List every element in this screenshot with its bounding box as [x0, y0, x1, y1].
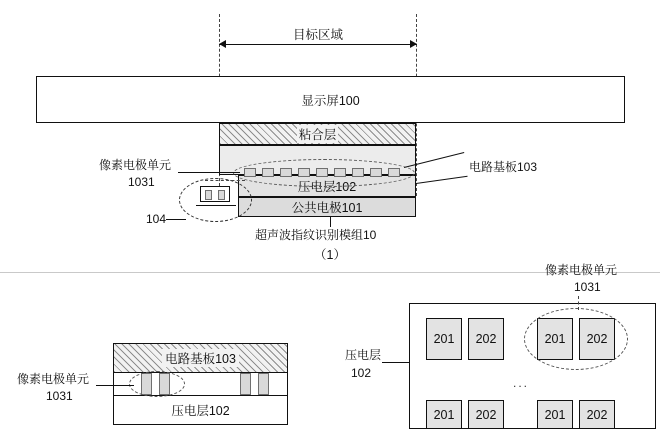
fig3-pixel-electrode-unit-label: 像素电极单元	[545, 263, 618, 277]
electrode-row-highlight-ellipse	[233, 159, 415, 187]
detail-104-electrode	[205, 190, 212, 200]
common-electrode-box	[238, 197, 416, 217]
fig3-cell-label: 202	[475, 332, 497, 346]
fig3-cell-201	[537, 400, 573, 429]
fig3-piezo-layer-leader	[382, 362, 410, 363]
fig2-pixel-electrode-unit-label: 像素电极单元	[17, 372, 90, 386]
fig3-highlight-ellipse	[524, 308, 628, 370]
fig1-pixel-electrode-unit-code: 1031	[128, 175, 155, 189]
fig3-cell-202	[468, 318, 504, 360]
fig1-module-leader-v	[330, 217, 331, 227]
fig3-cell-label: 202	[586, 332, 608, 346]
fig2-circuit-board-label: 电路基板103	[162, 349, 239, 367]
detail-104-electrode	[218, 190, 225, 200]
fig2-piezo-layer-label: 压电层102	[171, 404, 230, 418]
fig2-highlight-ellipse	[129, 371, 185, 397]
fig2-pixel-electrode	[240, 373, 251, 395]
fig3-cell-202	[468, 400, 504, 429]
fig3-cell-label: 201	[544, 407, 566, 422]
fig1-pixel-electrode-leader2	[220, 172, 240, 173]
fig3-cell-label: 201	[544, 332, 566, 346]
fig3-cell-label: 201	[433, 407, 455, 422]
fig1-callout-104-leader	[166, 219, 186, 220]
target-region-arrow-left	[219, 40, 226, 48]
fig2-pixel-electrode-leader	[96, 385, 134, 386]
fig1-circuit-board-leader2	[416, 176, 468, 184]
detail-104-link-upper	[205, 180, 245, 181]
fig2-circuit-board-box	[113, 343, 288, 373]
adhesive-layer-label: 粘合层	[297, 125, 339, 143]
target-region-dimension-line	[219, 44, 417, 45]
fig3-ellipsis: ...	[513, 376, 530, 390]
piezo-layer-label: 压电层102	[297, 180, 357, 194]
fig3-cell-202	[579, 400, 615, 429]
fig1-caption: （1）	[314, 248, 346, 262]
fig3-piezo-layer-label-line2: 102	[351, 366, 372, 380]
fig3-cell-label: 201	[433, 332, 455, 346]
fig1-callout-104-label: 104	[146, 212, 167, 226]
fig2-pixel-electrode	[258, 373, 269, 395]
fig3-cell-201	[426, 318, 462, 360]
fig2-pixel-electrode-unit-code: 1031	[46, 389, 73, 403]
target-region-arrow-right	[410, 40, 417, 48]
target-region-label: 目标区域	[270, 28, 366, 43]
display-panel-label: 显示屏100	[301, 93, 360, 108]
fig1-circuit-board-label: 电路基板103	[469, 160, 538, 174]
detail-104-base-line	[196, 205, 236, 206]
display-panel-box	[36, 76, 625, 123]
adhesive-layer-box	[219, 123, 416, 145]
fig2-piezo-layer-box	[113, 395, 288, 425]
fig3-cell-label: 202	[475, 407, 497, 422]
fig3-cell-label: 202	[586, 407, 608, 422]
fig3-pixel-electrode-leader	[578, 296, 579, 310]
fig1-pixel-electrode-unit-label: 像素电极单元	[99, 158, 172, 172]
fig3-piezo-layer-label-line1: 压电层	[345, 348, 382, 362]
fig3-cell-201	[426, 400, 462, 429]
fig3-pixel-electrode-unit-code: 1031	[574, 280, 601, 294]
fig1-module-label: 超声波指纹识别模组10	[255, 228, 377, 242]
common-electrode-label: 公共电极101	[291, 201, 363, 215]
